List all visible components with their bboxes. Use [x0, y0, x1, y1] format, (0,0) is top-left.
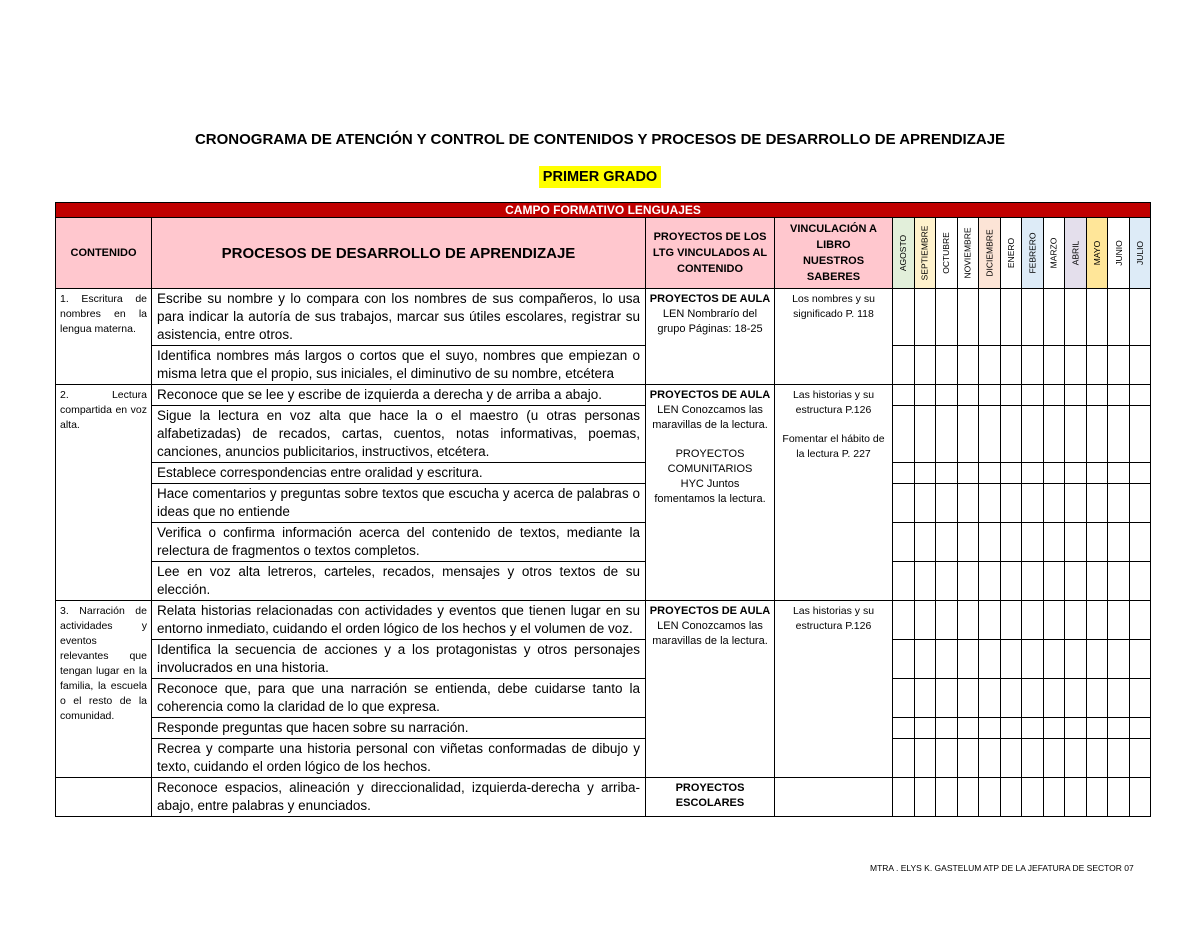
proyecto-title: PROYECTOS DE AULA — [649, 293, 771, 305]
month-check-cell[interactable] — [1129, 601, 1151, 640]
month-check-cell[interactable] — [1000, 346, 1022, 385]
table-row — [56, 484, 1151, 523]
month-check-cell[interactable] — [979, 484, 1001, 523]
month-header-febrero — [1022, 218, 1044, 289]
month-check-cell[interactable] — [957, 679, 979, 718]
month-check-cell[interactable] — [979, 640, 1001, 679]
month-check-cell[interactable] — [1086, 346, 1108, 385]
table-row — [56, 406, 1151, 463]
month-check-cell[interactable] — [1000, 385, 1022, 406]
table-row — [56, 601, 1151, 640]
campo-formativo-header: CAMPO FORMATIVO LENGUAJES — [56, 203, 1151, 218]
month-check-cell[interactable] — [979, 601, 1001, 640]
month-check-cell[interactable] — [1065, 601, 1087, 640]
month-check-cell[interactable] — [1065, 562, 1087, 601]
month-check-cell[interactable] — [1129, 640, 1151, 679]
month-check-cell[interactable] — [1065, 739, 1087, 778]
month-check-cell[interactable] — [893, 523, 915, 562]
proceso-cell: Hace comentarios y preguntas sobre textos que escucha y acerca de palabras o ideas que no entiende — [152, 484, 646, 523]
month-check-cell[interactable] — [1129, 562, 1151, 601]
month-check-cell[interactable] — [1022, 562, 1044, 601]
proyecto-title: PROYECTOS DE AULA — [649, 605, 771, 617]
month-check-cell[interactable] — [957, 463, 979, 484]
proceso-cell: Identifica nombres más largos o cortos que el suyo, nombres que empiezan o misma letra que el propio, sus iniciales, el diminutivo de su nombre, etcétera — [152, 346, 646, 385]
month-check-cell[interactable] — [1022, 523, 1044, 562]
month-label: ABRIL — [1070, 240, 1081, 266]
proyecto-cell — [646, 778, 775, 817]
month-header-junio — [1108, 218, 1130, 289]
proceso-cell: Reconoce espacios, alineación y direccionalidad, izquierda-derecha y arriba-abajo, entre palabras y enunciados. — [152, 778, 646, 817]
month-check-cell[interactable] — [914, 463, 936, 484]
proyecto-cell — [646, 601, 775, 778]
month-check-cell[interactable] — [1108, 718, 1130, 739]
table-row — [56, 562, 1151, 601]
month-check-cell[interactable] — [1043, 289, 1065, 346]
month-check-cell[interactable] — [914, 739, 936, 778]
footer-credit: MTRA . ELYS K. GASTELUM ATP DE LA JEFATURA DE SECTOR 07 — [870, 863, 1134, 873]
table-row — [56, 640, 1151, 679]
month-check-cell[interactable] — [1108, 484, 1130, 523]
month-check-cell[interactable] — [1086, 718, 1108, 739]
month-check-cell[interactable] — [1043, 406, 1065, 463]
month-check-cell[interactable] — [893, 346, 915, 385]
month-check-cell[interactable] — [893, 289, 915, 346]
month-check-cell[interactable] — [936, 718, 958, 739]
month-check-cell[interactable] — [979, 739, 1001, 778]
vinculacion-text: Las historias y su estructura P.126 — [792, 605, 875, 632]
proyecto-cell — [646, 385, 775, 601]
month-check-cell[interactable] — [1043, 601, 1065, 640]
month-check-cell[interactable] — [957, 739, 979, 778]
month-check-cell[interactable] — [1000, 739, 1022, 778]
month-check-cell[interactable] — [1108, 346, 1130, 385]
month-check-cell[interactable] — [957, 484, 979, 523]
contenido-cell: 3. Narración de actividades y eventos relevantes que tengan lugar en la familia, la escuela o el resto de la comunidad. — [56, 601, 152, 778]
month-check-cell[interactable] — [1043, 562, 1065, 601]
month-header-julio — [1129, 218, 1151, 289]
month-check-cell[interactable] — [1129, 289, 1151, 346]
month-check-cell[interactable] — [1000, 640, 1022, 679]
month-check-cell[interactable] — [914, 718, 936, 739]
procesos-header: PROCESOS DE DESARROLLO DE APRENDIZAJE — [152, 218, 646, 289]
month-check-cell[interactable] — [1043, 640, 1065, 679]
month-check-cell[interactable] — [936, 679, 958, 718]
month-check-cell[interactable] — [957, 346, 979, 385]
month-check-cell[interactable] — [1022, 484, 1044, 523]
month-check-cell[interactable] — [1065, 523, 1087, 562]
month-check-cell[interactable] — [914, 346, 936, 385]
month-check-cell[interactable] — [1000, 463, 1022, 484]
month-check-cell[interactable] — [1108, 640, 1130, 679]
month-check-cell[interactable] — [979, 523, 1001, 562]
month-check-cell[interactable] — [1043, 718, 1065, 739]
month-check-cell[interactable] — [914, 679, 936, 718]
month-check-cell[interactable] — [893, 718, 915, 739]
month-check-cell[interactable] — [914, 640, 936, 679]
month-check-cell[interactable] — [1022, 601, 1044, 640]
month-check-cell[interactable] — [1043, 523, 1065, 562]
month-check-cell[interactable] — [1043, 385, 1065, 406]
month-check-cell[interactable] — [1043, 679, 1065, 718]
proceso-cell: Identifica la secuencia de acciones y a los protagonistas y otros personajes involucrados en una historia. — [152, 640, 646, 679]
month-header-mayo — [1086, 218, 1108, 289]
month-check-cell[interactable] — [914, 523, 936, 562]
month-check-cell[interactable] — [1129, 406, 1151, 463]
proceso-cell: Reconoce que se lee y escribe de izquierda a derecha y de arriba a abajo. — [152, 385, 646, 406]
month-check-cell[interactable] — [1065, 406, 1087, 463]
contenido-cell: 1. Escritura de nombres en la lengua materna. — [56, 289, 152, 385]
month-header-diciembre — [979, 218, 1001, 289]
month-check-cell[interactable] — [1086, 739, 1108, 778]
month-header-agosto — [893, 218, 915, 289]
month-check-cell[interactable] — [1000, 562, 1022, 601]
month-check-cell[interactable] — [936, 463, 958, 484]
month-check-cell[interactable] — [957, 289, 979, 346]
month-check-cell[interactable] — [1108, 289, 1130, 346]
month-check-cell[interactable] — [979, 562, 1001, 601]
month-check-cell[interactable] — [1065, 484, 1087, 523]
month-label: AGOSTO — [898, 234, 909, 272]
month-check-cell[interactable] — [936, 562, 958, 601]
month-header-octubre — [936, 218, 958, 289]
table-row — [56, 523, 1151, 562]
month-check-cell[interactable] — [957, 523, 979, 562]
proyecto-cell — [646, 289, 775, 385]
table-row — [56, 385, 1151, 406]
month-check-cell[interactable] — [1086, 289, 1108, 346]
month-label: DICIEMBRE — [984, 229, 995, 277]
vinculacion-text: Las historias y su estructura P.126 — [792, 389, 875, 416]
contenido-cell — [56, 778, 152, 817]
month-check-cell[interactable] — [1065, 385, 1087, 406]
month-check-cell[interactable] — [1043, 463, 1065, 484]
vinculacion-cell — [775, 385, 893, 601]
month-check-cell[interactable] — [957, 718, 979, 739]
month-check-cell[interactable] — [1086, 640, 1108, 679]
month-check-cell[interactable] — [1043, 484, 1065, 523]
contenido-cell: 2. Lectura compartida en voz alta. — [56, 385, 152, 601]
month-check-cell[interactable] — [914, 778, 936, 817]
month-check-cell[interactable] — [914, 601, 936, 640]
proyectos-header: PROYECTOS DE LOS LTG VINCULADOS AL CONTENIDO — [646, 218, 775, 289]
month-check-cell[interactable] — [1108, 679, 1130, 718]
month-label: FEBRERO — [1027, 232, 1038, 274]
month-check-cell[interactable] — [936, 484, 958, 523]
month-check-cell[interactable] — [1129, 523, 1151, 562]
month-check-cell[interactable] — [957, 778, 979, 817]
month-check-cell[interactable] — [979, 346, 1001, 385]
month-check-cell[interactable] — [1000, 679, 1022, 718]
month-check-cell[interactable] — [893, 778, 915, 817]
month-check-cell[interactable] — [1086, 562, 1108, 601]
month-header-abril — [1065, 218, 1087, 289]
month-check-cell[interactable] — [1065, 718, 1087, 739]
month-check-cell[interactable] — [957, 601, 979, 640]
month-check-cell[interactable] — [1000, 778, 1022, 817]
month-check-cell[interactable] — [979, 679, 1001, 718]
month-check-cell[interactable] — [893, 385, 915, 406]
month-check-cell[interactable] — [1086, 679, 1108, 718]
month-check-cell[interactable] — [1086, 484, 1108, 523]
proceso-cell: Reconoce que, para que una narración se entienda, debe cuidarse tanto la coherencia como la claridad de lo que expresa. — [152, 679, 646, 718]
month-check-cell[interactable] — [893, 406, 915, 463]
month-check-cell[interactable] — [1108, 778, 1130, 817]
month-check-cell[interactable] — [893, 562, 915, 601]
month-check-cell[interactable] — [1000, 601, 1022, 640]
month-check-cell[interactable] — [1022, 778, 1044, 817]
contenido-header: CONTENIDO — [56, 218, 152, 289]
proceso-cell: Responde preguntas que hacen sobre su narración. — [152, 718, 646, 739]
month-check-cell[interactable] — [1086, 778, 1108, 817]
month-header-marzo — [1043, 218, 1065, 289]
month-check-cell[interactable] — [1086, 406, 1108, 463]
month-label: JULIO — [1134, 240, 1145, 266]
month-check-cell[interactable] — [893, 739, 915, 778]
table-row — [56, 463, 1151, 484]
month-check-cell[interactable] — [1000, 289, 1022, 346]
month-check-cell[interactable] — [893, 463, 915, 484]
proceso-cell: Recrea y comparte una historia personal con viñetas conformadas de dibujo y texto, cuidando el orden lógico de los hechos. — [152, 739, 646, 778]
month-check-cell[interactable] — [1022, 385, 1044, 406]
vinculacion-cell — [775, 289, 893, 385]
month-check-cell[interactable] — [1108, 406, 1130, 463]
month-label: NOVIEMBRE — [962, 227, 973, 279]
month-check-cell[interactable] — [957, 385, 979, 406]
month-check-cell[interactable] — [914, 562, 936, 601]
month-check-cell[interactable] — [936, 739, 958, 778]
month-check-cell[interactable] — [1022, 679, 1044, 718]
month-label: JUNIO — [1113, 240, 1124, 266]
table-row — [56, 289, 1151, 346]
month-check-cell[interactable] — [979, 718, 1001, 739]
month-check-cell[interactable] — [979, 289, 1001, 346]
month-check-cell[interactable] — [914, 406, 936, 463]
month-check-cell[interactable] — [1000, 718, 1022, 739]
month-check-cell[interactable] — [1022, 739, 1044, 778]
month-check-cell[interactable] — [1022, 406, 1044, 463]
month-check-cell[interactable] — [1000, 406, 1022, 463]
month-check-cell[interactable] — [936, 778, 958, 817]
month-check-cell[interactable] — [1000, 484, 1022, 523]
month-check-cell[interactable] — [957, 562, 979, 601]
month-check-cell[interactable] — [1065, 640, 1087, 679]
month-check-cell[interactable] — [957, 640, 979, 679]
month-check-cell[interactable] — [936, 346, 958, 385]
month-check-cell[interactable] — [1022, 289, 1044, 346]
month-check-cell[interactable] — [1065, 289, 1087, 346]
vinculacion-cell — [775, 601, 893, 778]
month-label: SEPTIEMBRE — [919, 225, 930, 281]
table-row — [56, 718, 1151, 739]
proyecto-title: PROYECTOS DE AULA — [649, 389, 771, 401]
table-row — [56, 739, 1151, 778]
month-check-cell[interactable] — [1022, 463, 1044, 484]
table-row — [56, 679, 1151, 718]
month-check-cell[interactable] — [1108, 523, 1130, 562]
month-check-cell[interactable] — [1086, 463, 1108, 484]
month-check-cell[interactable] — [914, 385, 936, 406]
proyecto-text: LEN Conozcamos las maravillas de la lectura. — [652, 620, 768, 647]
month-check-cell[interactable] — [1129, 385, 1151, 406]
proyecto-text: LEN Conozcamos las maravillas de la lectura. — [652, 404, 768, 431]
month-label: MAYO — [1091, 240, 1102, 266]
month-check-cell[interactable] — [979, 406, 1001, 463]
month-check-cell[interactable] — [1108, 463, 1130, 484]
month-check-cell[interactable] — [1065, 463, 1087, 484]
table-row — [56, 778, 1151, 817]
month-check-cell[interactable] — [1000, 523, 1022, 562]
month-check-cell[interactable] — [1108, 601, 1130, 640]
month-check-cell[interactable] — [1129, 778, 1151, 817]
vinculacion-text: Fomentar el hábito de la lectura P. 227 — [782, 433, 885, 460]
month-check-cell[interactable] — [893, 640, 915, 679]
month-label: OCTUBRE — [941, 232, 952, 274]
month-check-cell[interactable] — [936, 406, 958, 463]
vinculacion-cell — [775, 778, 893, 817]
month-check-cell[interactable] — [1022, 718, 1044, 739]
month-check-cell[interactable] — [1129, 718, 1151, 739]
month-check-cell[interactable] — [1108, 385, 1130, 406]
proyecto-text-2: HYC Juntos fomentamos la lectura. — [654, 478, 766, 505]
month-check-cell[interactable] — [1086, 385, 1108, 406]
month-check-cell[interactable] — [979, 463, 1001, 484]
month-label: ENERO — [1005, 237, 1016, 269]
month-check-cell[interactable] — [936, 523, 958, 562]
proyecto-title: PROYECTOS ESCOLARES — [675, 782, 745, 809]
proyecto-title-2: PROYECTOS COMUNITARIOS — [667, 448, 753, 475]
proyecto-text: LEN Nombrarío del grupo Páginas: 18-25 — [657, 308, 763, 335]
month-check-cell[interactable] — [893, 679, 915, 718]
month-check-cell[interactable] — [957, 406, 979, 463]
month-check-cell[interactable] — [1065, 778, 1087, 817]
month-check-cell[interactable] — [1129, 484, 1151, 523]
month-check-cell[interactable] — [1086, 601, 1108, 640]
table-row — [56, 346, 1151, 385]
proceso-cell: Sigue la lectura en voz alta que hace la o el maestro (u otras personas alfabetizadas) de recados, cartas, cuentos, notas informativas, poemas, canciones, anuncios publicitarios, instructivos, etcétera. — [152, 406, 646, 463]
month-header-septiembre — [914, 218, 936, 289]
month-check-cell[interactable] — [893, 601, 915, 640]
month-check-cell[interactable] — [1022, 346, 1044, 385]
proceso-cell: Verifica o confirma información acerca del contenido de textos, mediante la relectura de fragmentos o textos completos. — [152, 523, 646, 562]
month-check-cell[interactable] — [1129, 679, 1151, 718]
month-check-cell[interactable] — [1086, 523, 1108, 562]
vinculacion-text: Los nombres y su significado P. 118 — [792, 293, 875, 320]
month-check-cell[interactable] — [1022, 640, 1044, 679]
month-check-cell[interactable] — [1129, 463, 1151, 484]
grade-label: PRIMER GRADO — [539, 166, 661, 188]
month-check-cell[interactable] — [1108, 562, 1130, 601]
month-check-cell[interactable] — [936, 289, 958, 346]
month-check-cell[interactable] — [1129, 739, 1151, 778]
month-check-cell[interactable] — [936, 640, 958, 679]
month-header-enero — [1000, 218, 1022, 289]
month-check-cell[interactable] — [893, 484, 915, 523]
month-check-cell[interactable] — [1043, 739, 1065, 778]
proceso-cell: Escribe su nombre y lo compara con los nombres de sus compañeros, lo usa para indicar la autoría de sus trabajos, marcar sus útiles escolares, registrar su asistencia, entre otros. — [152, 289, 646, 346]
month-check-cell[interactable] — [1065, 346, 1087, 385]
month-check-cell[interactable] — [1065, 679, 1087, 718]
month-check-cell[interactable] — [1108, 739, 1130, 778]
month-check-cell[interactable] — [936, 601, 958, 640]
page-title: CRONOGRAMA DE ATENCIÓN Y CONTROL DE CONTENIDOS Y PROCESOS DE DESARROLLO DE APRENDIZAJE — [194, 131, 1006, 148]
month-check-cell[interactable] — [936, 385, 958, 406]
proceso-cell: Establece correspondencias entre oralidad y escritura. — [152, 463, 646, 484]
month-check-cell[interactable] — [914, 484, 936, 523]
proceso-cell: Relata historias relacionadas con actividades y eventos que tienen lugar en su entorno inmediato, cuidando el orden lógico de los hechos y el volumen de voz. — [152, 601, 646, 640]
vinculacion-header: VINCULACIÓN A LIBRO NUESTROS SABERES — [775, 218, 893, 289]
month-check-cell[interactable] — [1043, 778, 1065, 817]
month-check-cell[interactable] — [979, 778, 1001, 817]
proceso-cell: Lee en voz alta letreros, carteles, recados, mensajes y otros textos de su elección. — [152, 562, 646, 601]
month-check-cell[interactable] — [979, 385, 1001, 406]
month-label: MARZO — [1048, 237, 1059, 269]
month-check-cell[interactable] — [914, 289, 936, 346]
schedule-table — [55, 202, 1151, 817]
month-check-cell[interactable] — [1129, 346, 1151, 385]
month-header-noviembre — [957, 218, 979, 289]
month-check-cell[interactable] — [1043, 346, 1065, 385]
